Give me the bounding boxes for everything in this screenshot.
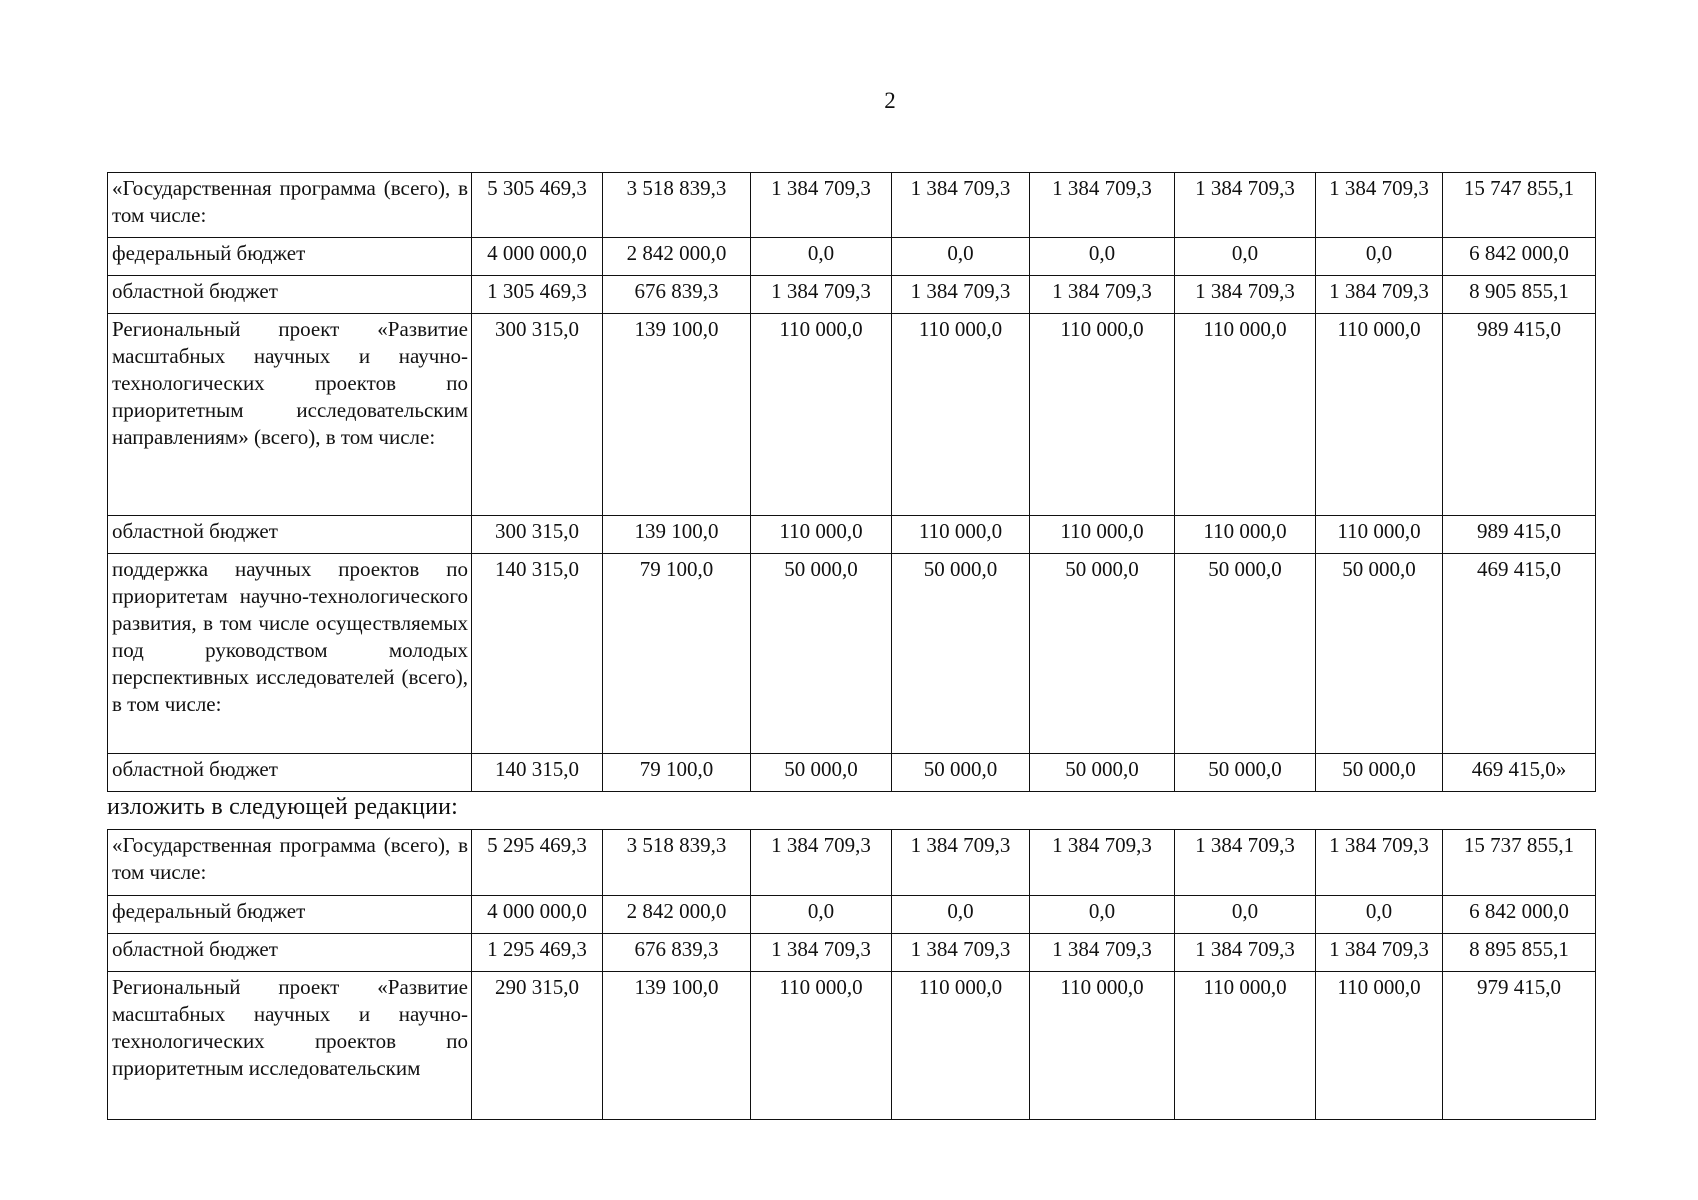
value-cell: 1 384 709,3 [751,934,892,972]
value-cell: 0,0 [1316,896,1443,934]
row-label: областной бюджет [108,754,472,792]
value-cell: 110 000,0 [751,972,892,1120]
table-row [108,276,1596,314]
old-budget-table [107,172,1596,792]
value-cell: 110 000,0 [751,314,892,516]
value-cell: 110 000,0 [1316,972,1443,1120]
total-cell: 6 842 000,0 [1443,896,1596,934]
value-cell: 1 384 709,3 [751,173,892,238]
edit-instruction: изложить в следующей редакции: [107,794,459,820]
row-label: «Государственная программа (всего), в том числе: [108,830,472,896]
value-cell: 1 384 709,3 [1030,173,1175,238]
table-row [108,972,1596,1120]
value-cell: 50 000,0 [892,754,1030,792]
value-cell: 110 000,0 [1316,516,1443,554]
table-row [108,830,1596,896]
table-row [108,516,1596,554]
value-cell: 4 000 000,0 [472,238,603,276]
table-row [108,238,1596,276]
value-cell: 5 295 469,3 [472,830,603,896]
total-cell: 989 415,0 [1443,314,1596,516]
value-cell: 110 000,0 [1175,516,1316,554]
table-row [108,554,1596,754]
value-cell: 50 000,0 [1316,754,1443,792]
row-label: поддержка научных проектов по приоритетам научно-технологического развития, в том числе осуществляемых под руководством молодых перспективных исследователей (всего), в том числе: [108,554,472,754]
value-cell: 139 100,0 [603,972,751,1120]
total-cell: 989 415,0 [1443,516,1596,554]
value-cell: 1 305 469,3 [472,276,603,314]
value-cell: 0,0 [1175,896,1316,934]
value-cell: 0,0 [751,238,892,276]
value-cell: 0,0 [1030,238,1175,276]
value-cell: 3 518 839,3 [603,830,751,896]
value-cell: 110 000,0 [1175,972,1316,1120]
value-cell: 300 315,0 [472,516,603,554]
value-cell: 0,0 [1316,238,1443,276]
total-cell: 8 895 855,1 [1443,934,1596,972]
row-label: федеральный бюджет [108,238,472,276]
total-cell: 8 905 855,1 [1443,276,1596,314]
new-budget-table [107,829,1596,1120]
value-cell: 139 100,0 [603,516,751,554]
value-cell: 50 000,0 [1316,554,1443,754]
value-cell: 1 384 709,3 [1316,830,1443,896]
value-cell: 1 384 709,3 [1175,934,1316,972]
row-label: областной бюджет [108,934,472,972]
total-cell: 15 737 855,1 [1443,830,1596,896]
page-number: 2 [884,88,896,113]
row-label: областной бюджет [108,276,472,314]
value-cell: 1 384 709,3 [892,173,1030,238]
value-cell: 0,0 [892,896,1030,934]
total-cell: 469 415,0» [1443,754,1596,792]
row-label: «Государственная программа (всего), в том числе: [108,173,472,238]
value-cell: 140 315,0 [472,754,603,792]
value-cell: 1 384 709,3 [892,830,1030,896]
value-cell: 1 384 709,3 [1175,173,1316,238]
value-cell: 110 000,0 [751,516,892,554]
value-cell: 110 000,0 [1030,314,1175,516]
value-cell: 1 384 709,3 [1316,173,1443,238]
value-cell: 3 518 839,3 [603,173,751,238]
value-cell: 110 000,0 [1316,314,1443,516]
value-cell: 50 000,0 [1030,754,1175,792]
value-cell: 110 000,0 [892,516,1030,554]
value-cell: 1 384 709,3 [1030,830,1175,896]
table-row [108,934,1596,972]
total-cell: 15 747 855,1 [1443,173,1596,238]
value-cell: 1 384 709,3 [1030,934,1175,972]
value-cell: 1 384 709,3 [1175,276,1316,314]
value-cell: 79 100,0 [603,754,751,792]
value-cell: 4 000 000,0 [472,896,603,934]
value-cell: 5 305 469,3 [472,173,603,238]
value-cell: 300 315,0 [472,314,603,516]
value-cell: 1 295 469,3 [472,934,603,972]
table-row [108,896,1596,934]
value-cell: 1 384 709,3 [1175,830,1316,896]
value-cell: 140 315,0 [472,554,603,754]
row-label: областной бюджет [108,516,472,554]
total-cell: 469 415,0 [1443,554,1596,754]
value-cell: 110 000,0 [1175,314,1316,516]
value-cell: 139 100,0 [603,314,751,516]
value-cell: 50 000,0 [751,554,892,754]
table-row [108,173,1596,238]
value-cell: 2 842 000,0 [603,238,751,276]
value-cell: 110 000,0 [1030,972,1175,1120]
value-cell: 110 000,0 [1030,516,1175,554]
value-cell: 0,0 [751,896,892,934]
value-cell: 50 000,0 [751,754,892,792]
value-cell: 676 839,3 [603,934,751,972]
value-cell: 1 384 709,3 [1316,276,1443,314]
row-label: Региональный проект «Развитие масштабных научных и научно-технологических проектов по приоритетным исследовательским направлениям» (всего), в том числе: [108,314,472,516]
value-cell: 50 000,0 [1175,554,1316,754]
value-cell: 0,0 [892,238,1030,276]
row-label: федеральный бюджет [108,896,472,934]
value-cell: 50 000,0 [892,554,1030,754]
value-cell: 2 842 000,0 [603,896,751,934]
value-cell: 0,0 [1030,896,1175,934]
value-cell: 110 000,0 [892,972,1030,1120]
table-row [108,314,1596,516]
value-cell: 110 000,0 [892,314,1030,516]
value-cell: 290 315,0 [472,972,603,1120]
row-label: Региональный проект «Развитие масштабных научных и научно-технологических проектов по приоритетным исследовательским [108,972,472,1120]
total-cell: 6 842 000,0 [1443,238,1596,276]
value-cell: 1 384 709,3 [1030,276,1175,314]
value-cell: 1 384 709,3 [892,934,1030,972]
table-row [108,754,1596,792]
value-cell: 0,0 [1175,238,1316,276]
value-cell: 1 384 709,3 [751,276,892,314]
value-cell: 676 839,3 [603,276,751,314]
total-cell: 979 415,0 [1443,972,1596,1120]
value-cell: 79 100,0 [603,554,751,754]
value-cell: 50 000,0 [1030,554,1175,754]
value-cell: 1 384 709,3 [892,276,1030,314]
value-cell: 1 384 709,3 [1316,934,1443,972]
value-cell: 1 384 709,3 [751,830,892,896]
value-cell: 50 000,0 [1175,754,1316,792]
